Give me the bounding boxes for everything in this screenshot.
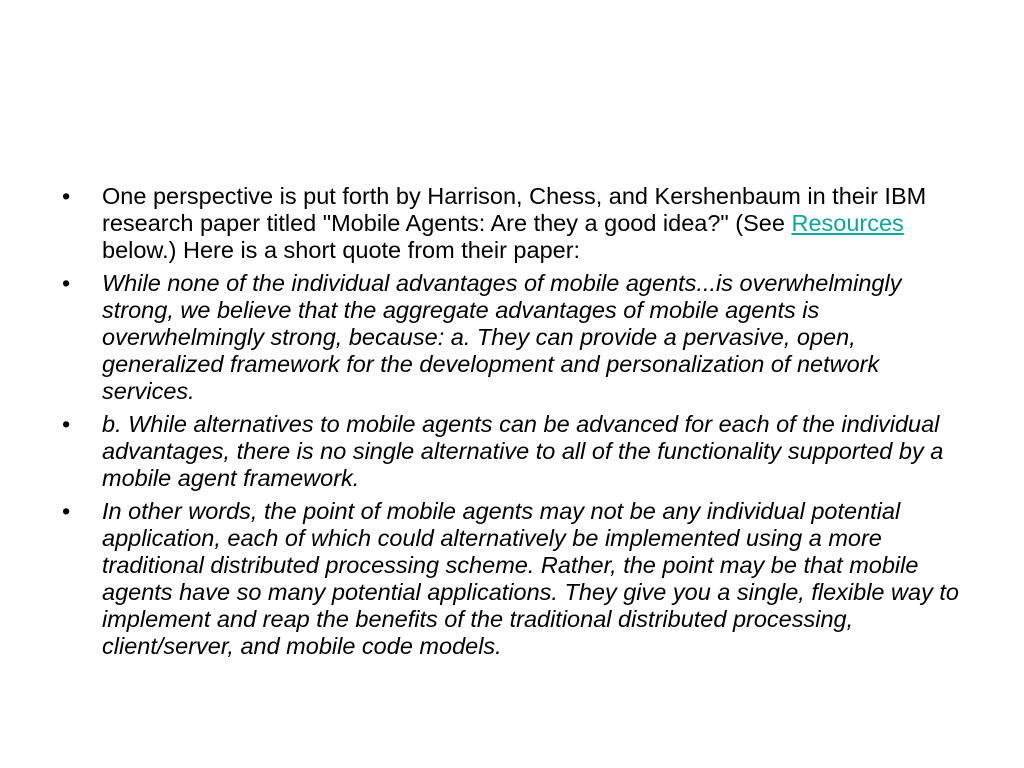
bullet-item-quote-b [62, 411, 972, 492]
bullet-item-intro [62, 183, 972, 264]
bullet-text [102, 183, 926, 263]
bullet-item-summary [62, 498, 972, 660]
bullet-item-quote-a [62, 270, 972, 405]
bullet-list [62, 183, 972, 666]
intro-text-before-link: One perspective is put forth by Harrison, Chess, and Kershenbaum in their IBM research paper titled "Mobile Agents: Are they a good idea?" (See [102, 183, 927, 236]
bullet-dot-icon: • [62, 183, 71, 209]
quote-b-text: b. While alternatives to mobile agents can be advanced for each of the individual advantages, there is no single alternative to all of the functionality supported by a mobile agent framework. [102, 411, 944, 491]
bullet-dot-icon: • [62, 498, 71, 524]
summary-text: In other words, the point of mobile agents may not be any individual potential application, each of which could alternatively be implemented using a more traditional distributed processing scheme. Rather, the point may be that mobile agents have so many potential applications. They give you a single, flexible way to implement and reap the benefits of the traditional distributed processing, client/server, and mobile code models. [102, 498, 959, 659]
quote-a-text: While none of the individual advantages of mobile agents...is overwhelmingly strong, we believe that the aggregate advantages of mobile agents is overwhelmingly strong, because: a. They can provide a pervasive, open, generalized framework for the development and personalization of network services. [102, 270, 902, 404]
bullet-dot-icon: • [62, 270, 71, 296]
intro-text-after-link: below.) Here is a short quote from their paper: [102, 237, 581, 263]
resources-link[interactable]: Resources [791, 210, 904, 236]
bullet-dot-icon: • [62, 411, 71, 437]
